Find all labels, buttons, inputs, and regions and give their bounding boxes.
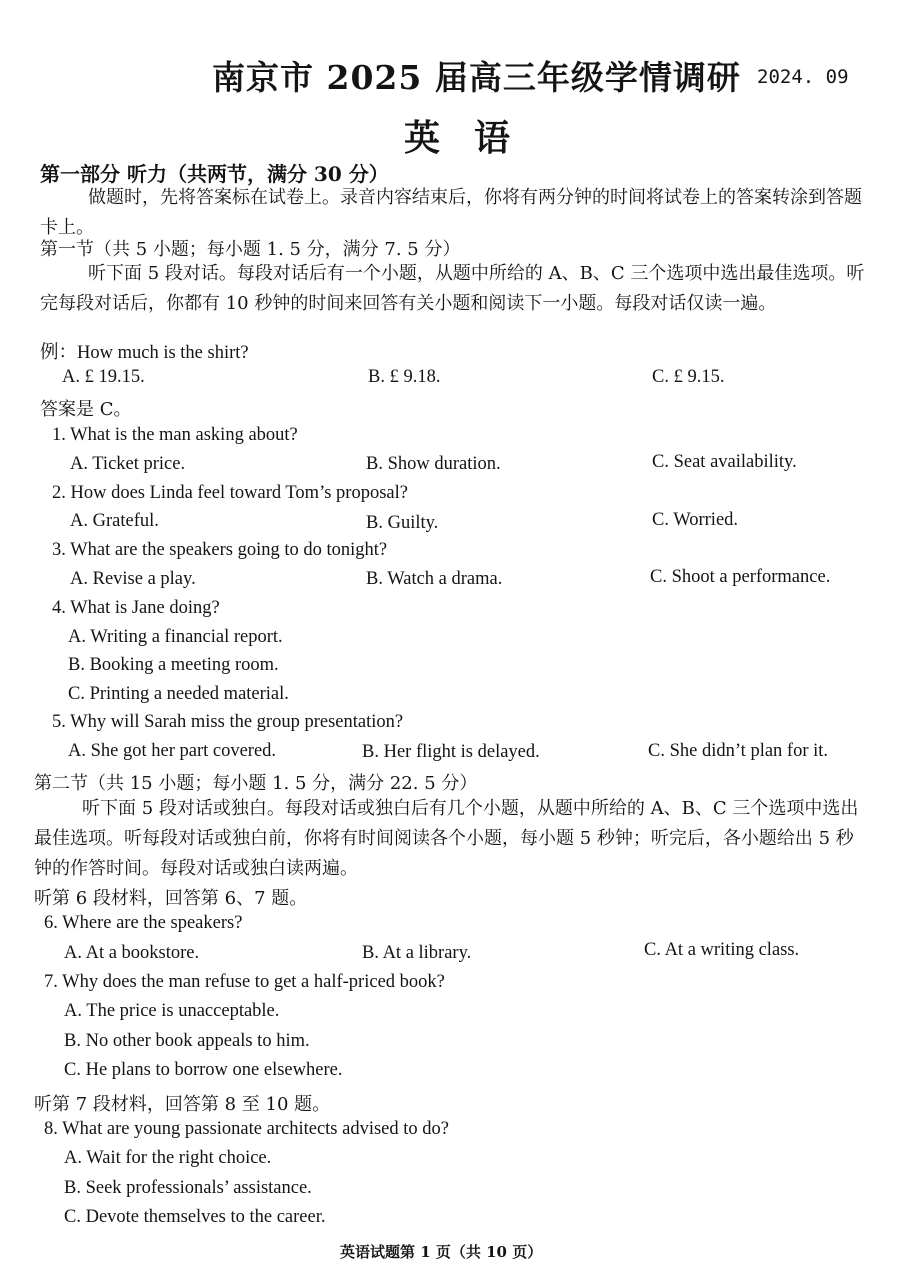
material-7-note: 听第 7 段材料，回答第 8 至 10 题。	[34, 1094, 331, 1115]
q4-option-c: C. Printing a needed material.	[68, 684, 289, 704]
question-2: 2. How does Linda feel toward Tom’s proposal?	[52, 483, 408, 503]
question-7: 7. Why does the man refuse to get a half-priced book?	[44, 972, 445, 992]
example-question: 例：How much is the shirt?	[40, 343, 249, 363]
q1-option-b: B. Show duration.	[366, 454, 501, 474]
question-4: 4. What is Jane doing?	[52, 598, 220, 618]
q3-option-a: A. Revise a play.	[70, 569, 196, 589]
question-8: 8. What are young passionate architects advised to do?	[44, 1119, 449, 1139]
q1-option-a: A. Ticket price.	[70, 454, 186, 474]
q4-option-b: B. Booking a meeting room.	[68, 655, 279, 675]
q8-option-c: C. Devote themselves to the career.	[64, 1207, 326, 1227]
q4-option-a: A. Writing a financial report.	[68, 627, 283, 647]
question-3: 3. What are the speakers going to do tonight?	[52, 540, 388, 560]
q5-option-a: A. She got her part covered.	[68, 741, 277, 761]
q5-option-c: C. She didn’t plan for it.	[648, 741, 829, 761]
q7-option-a: A. The price is unacceptable.	[64, 1001, 280, 1021]
example-option-b: B. £ 9.18.	[368, 367, 441, 387]
exam-date: 2024. 09	[757, 66, 849, 88]
q6-option-c: C. At a writing class.	[644, 940, 800, 960]
exam-title: 南京市 2025 届高三年级学情调研	[212, 58, 741, 97]
q5-option-b: B. Her flight is delayed.	[362, 742, 540, 762]
subject-title: 英语	[404, 117, 545, 159]
part1-heading: 第一部分 听力（共两节，满分 30 分）	[40, 162, 389, 186]
page-footer: 英语试题第 1 页（共 10 页）	[340, 1243, 543, 1261]
part1-intro: 做题时，先将答案标在试卷上。录音内容结束后，你将有两分钟的时间将试卷上的答案转涂到答题卡上。	[40, 187, 862, 238]
example-option-c: C. £ 9.15.	[652, 367, 725, 387]
section1-heading: 第一节（共 5 小题；每小题 1. 5 分，满分 7. 5 分）	[40, 239, 461, 260]
q3-option-c: C. Shoot a performance.	[650, 567, 831, 587]
section1-instructions: 听下面 5 段对话。每段对话后有一个小题，从题中所给的 A、B、C 三个选项中选出最佳选项。听完每段对话后，你都有 10 秒钟的时间来回答有关小题和阅读下一小题。每段对话仅读一遍。	[40, 263, 865, 314]
question-1: 1. What is the man asking about?	[52, 425, 298, 445]
q2-option-a: A. Grateful.	[70, 511, 159, 531]
q7-option-b: B. No other book appeals to him.	[64, 1031, 310, 1051]
example-answer: 答案是 C。	[40, 399, 132, 420]
q7-option-c: C. He plans to borrow one elsewhere.	[64, 1060, 343, 1080]
material-6-note: 听第 6 段材料，回答第 6、7 题。	[34, 888, 308, 909]
q3-option-b: B. Watch a drama.	[366, 569, 503, 589]
q8-option-a: A. Wait for the right choice.	[64, 1148, 272, 1168]
q1-option-c: C. Seat availability.	[652, 452, 797, 472]
question-5: 5. Why will Sarah miss the group presentation?	[52, 712, 404, 732]
q2-option-c: C. Worried.	[652, 510, 739, 530]
example-option-a: A. £ 19.15.	[62, 367, 145, 387]
q6-option-a: A. At a bookstore.	[64, 943, 200, 963]
section2-instructions: 听下面 5 段对话或独白。每段对话或独白后有几个小题，从题中所给的 A、B、C 三个选项中选出最佳选项。听每段对话或独白前，你将有时间阅读各个小题，每小题 5 秒钟；听完后，各小题给出 5 秒钟的作答时间。每段对话或独白读两遍。	[34, 798, 859, 879]
q6-option-b: B. At a library.	[362, 943, 472, 963]
q2-option-b: B. Guilty.	[366, 513, 439, 533]
question-6: 6. Where are the speakers?	[44, 913, 243, 933]
section2-heading: 第二节（共 15 小题；每小题 1. 5 分，满分 22. 5 分）	[34, 773, 478, 794]
q8-option-b: B. Seek professionals’ assistance.	[64, 1178, 312, 1198]
